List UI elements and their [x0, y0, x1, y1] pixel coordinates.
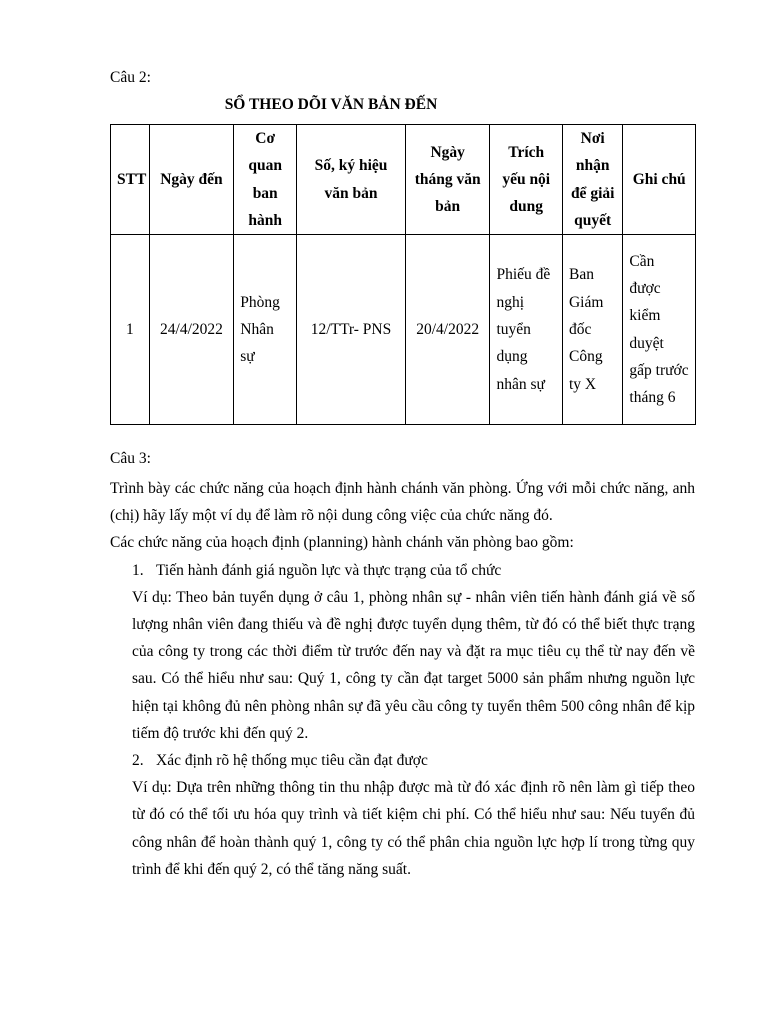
cell-ghi-chu: Cần được kiểm duyệt gấp trước tháng 6: [623, 235, 696, 425]
ledger-title: [110, 96, 696, 114]
table-row: [111, 235, 696, 425]
function-item-2-title: [110, 747, 695, 774]
function-item-2-number: 2.: [132, 752, 144, 770]
function-item-2-example: Ví dụ: Dựa trên những thông tin thu nhập được mà từ đó xác định rõ nên làm gì tiếp theo từ đó có thể tối ưu hóa quy trình và tiết kiệm chi phí. Có thể hiểu như sau: Nếu tuyển đủ công nhân để hoàn thành quý 1, công ty có thể phân chia nguồn lực hợp lí trong từng quy trình để khi đến quý 2, có thể tăng năng suất.: [132, 779, 695, 878]
cell-trich-yeu: Phiếu đề nghị tuyển dụng nhân sự: [490, 235, 563, 425]
cell-ngay-thang: 20/4/2022: [405, 235, 490, 425]
function-item-1-example: Ví dụ: Theo bản tuyển dụng ở câu 1, phòng nhân sự - nhân viên tiến hành đánh giá về số lượng nhân viên đang thiếu và đề nghị được tuyển dụng thêm, từ đó có thể biết thực trạng của công ty trong các thời điểm từ trước đến nay và đặt ra mục tiêu cụ thể từ nay đến về sau. Có thể hiểu như sau: Quý 1, công ty cần đạt target 5000 sản phẩm nhưng nguồn lực hiện tại không đủ nên phòng nhân sự đã yêu cầu công ty tuyển thêm 500 công nhân để kịp tiếm độ trước khi đến quý 2.: [132, 588, 695, 742]
function-item-1-number: 1.: [132, 561, 144, 579]
header-ghi-chu: Ghi chú: [623, 125, 696, 235]
ledger-title-text: SỔ THEO DÕI VĂN BẢN ĐẾN: [224, 96, 438, 113]
incoming-documents-table: [110, 124, 696, 425]
header-noi-nhan: Nơi nhận để giải quyết: [562, 125, 622, 235]
header-so-ky-hieu: Số, ký hiệu văn bản: [297, 125, 406, 235]
header-ngay-den: Ngày đến: [149, 125, 234, 235]
question-2-label: Câu 2:: [110, 69, 151, 86]
cell-so-ky-hieu: 12/TTr- PNS: [297, 235, 406, 425]
header-stt: STT: [111, 125, 150, 235]
cell-noi-nhan: Ban Giám đốc Công ty X: [562, 235, 622, 425]
function-item-1-text: Tiến hành đánh giá nguồn lực và thực trạng của tổ chức: [156, 561, 502, 579]
header-ngay-thang: Ngày tháng văn bản: [405, 125, 490, 235]
cell-ngay-den: 24/4/2022: [149, 235, 234, 425]
answer-body: [110, 475, 695, 883]
table-header-row: [111, 125, 696, 235]
function-item-1-title: [110, 557, 695, 584]
header-trich-yeu: Trích yếu nội dung: [490, 125, 563, 235]
cell-stt: 1: [111, 235, 150, 425]
cell-co-quan: Phòng Nhân sự: [234, 235, 297, 425]
header-co-quan: Cơ quan ban hành: [234, 125, 297, 235]
function-item-2-text: Xác định rõ hệ thống mục tiêu cần đạt được: [156, 752, 428, 770]
answer-intro: Các chức năng của hoạch định (planning) hành chánh văn phòng bao gồm:: [110, 534, 574, 552]
question-3-prompt: Trình bày các chức năng của hoạch định hành chánh văn phòng. Ứng với mỗi chức năng, anh (chị) hãy lấy một ví dụ để làm rõ nội dung công việc của chức năng đó.: [110, 480, 695, 525]
question-3-label: Câu 3:: [110, 450, 151, 467]
